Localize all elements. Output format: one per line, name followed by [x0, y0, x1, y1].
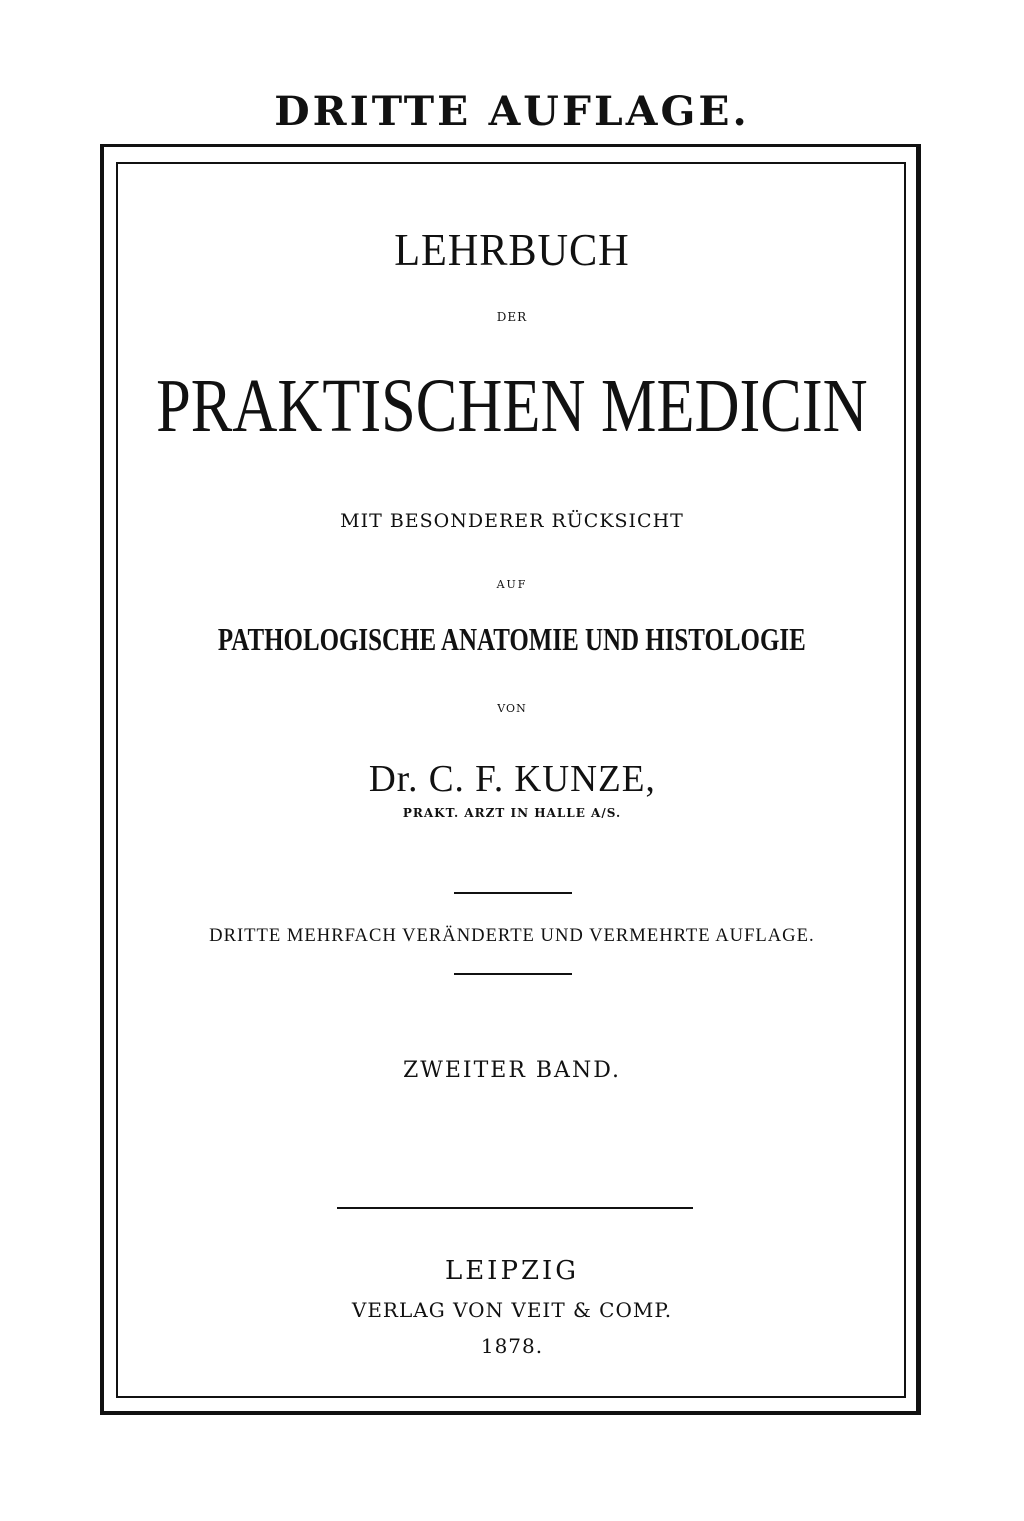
volume-label: ZWEITER BAND.: [402, 1058, 622, 1083]
imprint-publisher: VERLAG VON VEIT & COMP.: [351, 1298, 673, 1322]
title-subject: [0, 360, 1024, 450]
edition-banner: DRITTE AUFLAGE.: [274, 88, 750, 135]
imprint-divider-rule: [337, 1207, 693, 1209]
imprint-year: 1878.: [480, 1334, 544, 1358]
title-subject-text: PRAKTISCHEN MEDICIN: [156, 364, 868, 448]
subtitle-line-1: MIT BESONDERER RÜCKSICHT: [340, 510, 684, 532]
author-role: PRAKT. ARZT IN HALLE A/S.: [402, 806, 622, 820]
subtitle-connector: AUF: [496, 578, 528, 591]
divider-rule: [454, 892, 572, 894]
subtitle-line-2: [0, 620, 1024, 658]
edition-note-text: DRITTE MEHRFACH VERÄNDERTE UND VERMEHRTE AUFLAGE.: [209, 925, 815, 946]
author-name-text: Dr. C. F. KUNZE,: [368, 758, 656, 800]
edition-note: [0, 924, 1024, 947]
divider-rule: [454, 973, 572, 975]
title-main-text: LEHRBUCH: [394, 224, 630, 275]
title-connector: DER: [496, 310, 528, 324]
imprint-city: LEIPZIG: [444, 1256, 580, 1286]
author-connector: VON: [497, 702, 527, 715]
author-name: [0, 756, 1024, 801]
subtitle-line-2-text: PATHOLOGISCHE ANATOMIE UND HISTOLOGIE: [218, 621, 806, 657]
title-main: [0, 222, 1024, 276]
